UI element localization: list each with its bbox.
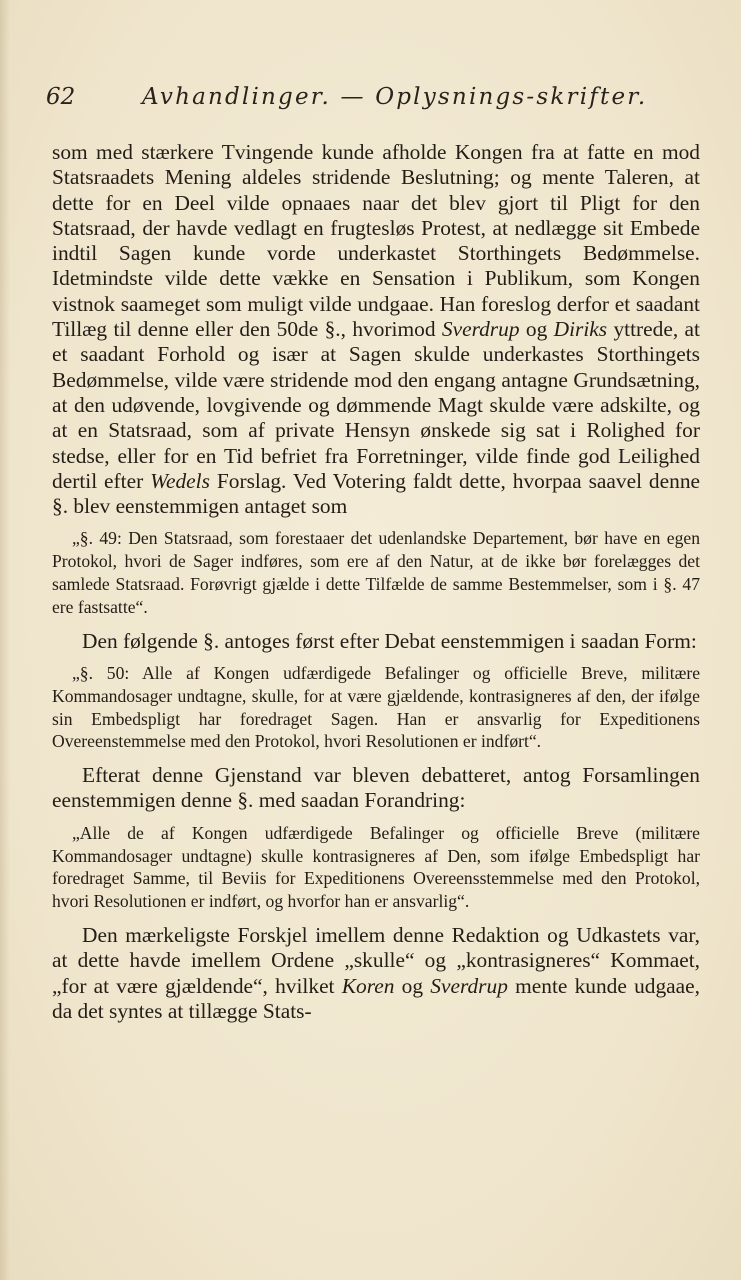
page-gutter-shadow	[0, 0, 10, 1280]
page-number: 62	[46, 84, 76, 110]
text-run: Forslag. Ved Votering faldt dette, hvorpaa saavel denne §. blev eenstemmigen antaget som	[52, 468, 701, 519]
text-run: Den mærkeligste Forskjel imellem denne Redaktion og Udkastets var, at dette havde imellem Ordene „skulle“ og „kontrasigneres“ Kommaet, „for at være gjældende“, hvilket	[52, 922, 700, 998]
text-run: som med stærkere Tvingende kunde afholde Kongen fra at fatte en mod Statsraadets Mening aldeles stridende Beslutning; og mente Taleren, at dette for en Deel vilde opnaaes naar det blev gjort til Pligt for den Statsraad, der havde vedlagt en frugtesløs Protest, at nedlægge sit Embede indtil Sagen kunde vorde underkastet Storthingets Bedømmelse. Idetmindste vilde dette vække en Sensation i Publikum, som Kongen vistnok saameget som muligt vilde undgaae. Han foreslog derfor et saadant Tillæg til denne eller den 50de §., hvorimod	[52, 140, 700, 342]
paragraph-1	[52, 140, 700, 519]
italic-name: Wedels	[150, 468, 210, 493]
italic-name: Diriks	[553, 317, 608, 342]
quote-paragraph-amended: „Alle de af Kongen udfærdigede Befalinger og officielle Breve (militære Kommandosager undtagne) skulle kontrasigneres af Den, som ifølge Embedspligt har foredraget Samme, til Beviis for Expeditionens Overeensstemmelse med den Protokol, hvori Resolutionen er indført, og hvorfor han er ansvarlig“.	[52, 822, 700, 912]
paragraph-2: Den følgende §. antoges først efter Debat eenstemmigen i saadan Form:	[82, 628, 697, 653]
paragraph-3: Efterat denne Gjenstand var bleven debatteret, antog Forsamlingen eenstemmigen denne §. med saadan Forandring:	[52, 763, 700, 813]
italic-name: Sverdrup	[441, 317, 520, 342]
italic-name: Koren	[341, 973, 395, 998]
italic-name: Sverdrup	[430, 973, 508, 998]
text-run: mente kunde udgaae, da det syntes at tillægge Stats-	[52, 973, 701, 1023]
quote-paragraph-50: „§. 50: Alle af Kongen udfærdigede Befalinger og officielle Breve, militære Kommandosager undtagne, skulle, for at være gjældende, kontrasigneres af den, der ifølge sin Embedspligt har foredraget Sagen. Han er ansvarlig for Expeditionens Overeenstemmelse med den Protokol, hvori Resolutionen er indført“.	[52, 662, 700, 752]
quote-paragraph-49: „§. 49: Den Statsraad, som forestaaer det udenlandske Departement, bør have en egen Protokol, hvori de Sager indføres, som ere af den Natur, at de ikke bør forelægges det samlede Statsraad. Forøvrigt gjælde i dette Tilfælde de samme Bestemmelser, som i §. 47 ere fastsatte“.	[52, 528, 700, 617]
body-text	[52, 140, 700, 1024]
text-run: yttrede, at et saadant Forhold og især at Sagen skulde underkastes Storthingets Bedømmelse, vilde være stridende mod den engang antagne Grundsætning, at den udøvende, lovgivende og dømmende Magt skulde være adskilte, og at en Statsraad, som af private Hensyn ønskede sig sat i Rolighed for stedse, eller for en Tid befriet fra Forretninger, vilde finde god Leilighed dertil efter	[52, 317, 700, 493]
header-title: Avhandlinger. — Oplysnings-skrifter.	[142, 84, 648, 110]
text-run: og	[394, 973, 431, 998]
running-header	[46, 84, 706, 110]
text-run: og	[519, 317, 554, 342]
paragraph-4	[52, 923, 700, 1024]
